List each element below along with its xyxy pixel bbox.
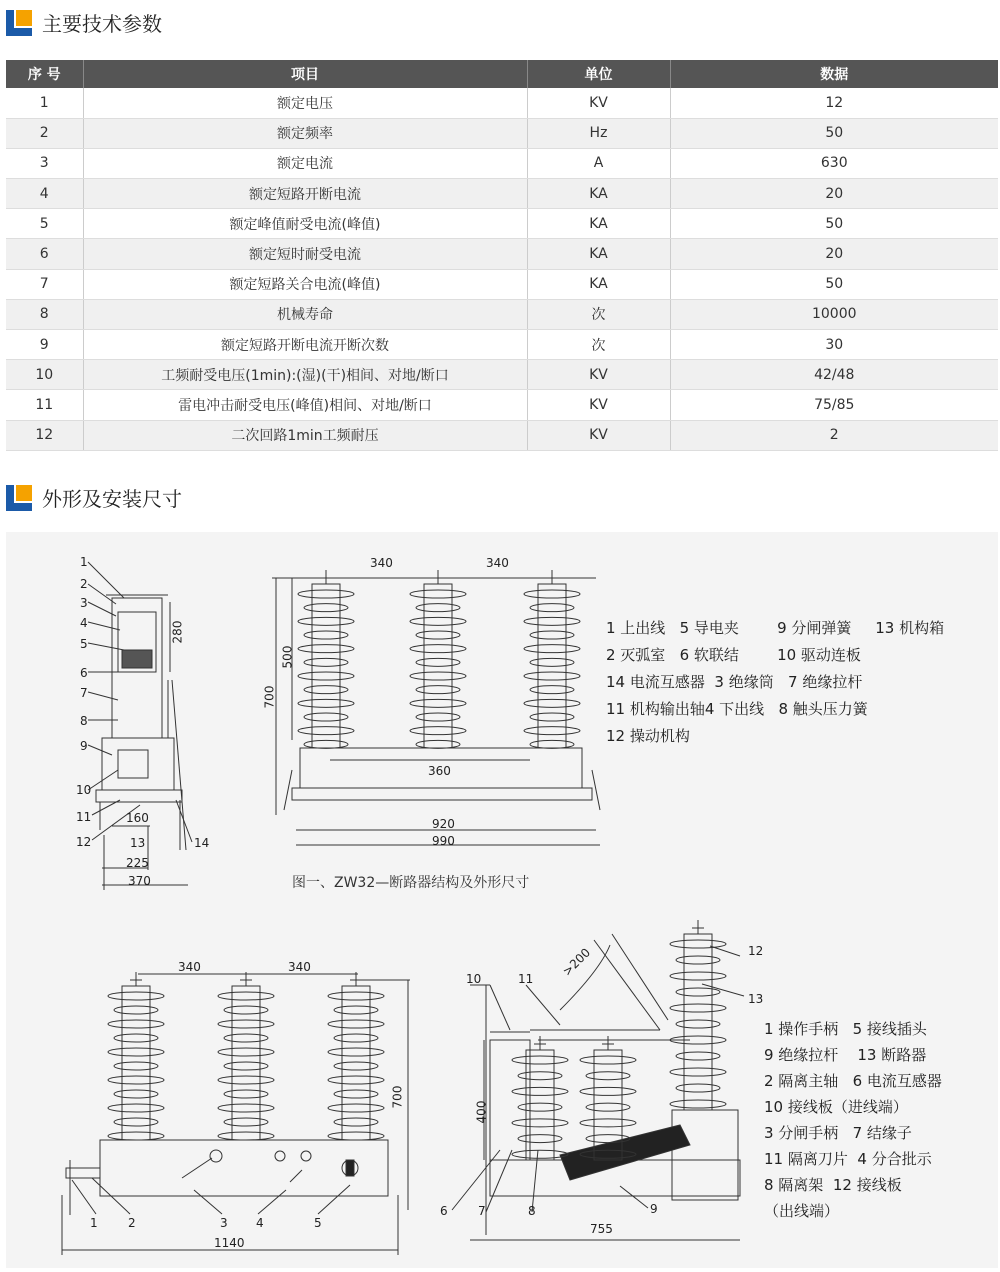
insulator-shed [218, 992, 274, 1000]
fig2-dim-340b: 340 [288, 960, 311, 974]
fig2-side-num: 10 [466, 972, 482, 986]
fig2-dim-700: 700 [390, 1085, 405, 1109]
cell-item: 额定短路开断电流开断次数 [83, 330, 527, 360]
cell-no: 2 [6, 118, 83, 148]
insulator-shed [670, 1068, 726, 1076]
fig1-side-num: 3 [80, 596, 88, 610]
cell-unit: KV [527, 88, 670, 118]
cell-unit: KV [527, 420, 670, 450]
fig2-dim-1140: 1140 [214, 1236, 245, 1250]
insulator-shed [114, 1006, 158, 1014]
fig1-num-14: 14 [194, 836, 210, 850]
col-header-no: 序 号 [6, 60, 83, 88]
cell-no: 9 [6, 330, 83, 360]
insulator-shed [224, 1006, 268, 1014]
insulator-shed [108, 1132, 164, 1140]
fig2-front-num: 3 [220, 1216, 228, 1230]
fig2-side-num: 12 [748, 944, 764, 958]
fig1-side-num: 12 [76, 835, 92, 849]
fig1-side-num: 7 [80, 686, 88, 700]
fig1-side-num: 8 [80, 714, 88, 728]
fig2-dim-400: 400 [474, 1100, 489, 1124]
insulator-shed [218, 1132, 274, 1140]
fig1-dim-225: 225 [126, 856, 149, 870]
section-title: 外形及安装尺寸 [42, 487, 182, 511]
cell-data: 12 [670, 88, 998, 118]
cell-item: 额定频率 [83, 118, 527, 148]
insulator-shed [512, 1119, 568, 1127]
insulator-shed [512, 1087, 568, 1095]
cell-no: 6 [6, 239, 83, 269]
insulator-shed [224, 1062, 268, 1070]
cell-no: 5 [6, 209, 83, 239]
cell-no: 1 [6, 88, 83, 118]
insulator-shed [108, 1020, 164, 1028]
insulator-shed [232, 986, 260, 1140]
fig2-front-num: 5 [314, 1216, 322, 1230]
cell-no: 11 [6, 390, 83, 420]
insulator-shed [224, 1118, 268, 1126]
insulator-shed [670, 972, 726, 980]
fig1-dim-360: 360 [428, 764, 451, 778]
cell-unit: KA [527, 239, 670, 269]
insulator-shed [114, 1090, 158, 1098]
section-title: 主要技术参数 [42, 12, 162, 36]
insulator-shed [114, 1062, 158, 1070]
cell-data: 30 [670, 330, 998, 360]
insulator-shed [218, 1020, 274, 1028]
insulator-shed [518, 1103, 562, 1111]
insulator-shed [676, 956, 720, 964]
insulator-shed [114, 1034, 158, 1042]
fig2-dim-340a: 340 [178, 960, 201, 974]
fig2-side-num: 6 [440, 1204, 448, 1218]
cell-unit: KA [527, 179, 670, 209]
cell-no: 3 [6, 148, 83, 178]
cell-item: 二次回路1min工频耐压 [83, 420, 527, 450]
cell-no: 12 [6, 420, 83, 450]
insulator-shed [218, 1104, 274, 1112]
cell-no: 10 [6, 360, 83, 390]
insulator-shed [108, 1104, 164, 1112]
insulator-shed [580, 1056, 636, 1064]
fig1-side-num: 5 [80, 637, 88, 651]
fig2-side-num: 7 [478, 1204, 486, 1218]
fig1-side-num: 2 [80, 577, 88, 591]
insulator-shed [328, 1132, 384, 1140]
insulator-shed [670, 940, 726, 948]
insulator-shed [670, 1004, 726, 1012]
fig2-side-num: 9 [650, 1202, 658, 1216]
cell-data: 42/48 [670, 360, 998, 390]
insulator-shed [218, 1048, 274, 1056]
insulator-shed [676, 1084, 720, 1092]
fig2-side-num: 11 [518, 972, 534, 986]
insulator-shed [114, 1118, 158, 1126]
fig2-side-num: 8 [528, 1204, 536, 1218]
cell-data: 20 [670, 179, 998, 209]
col-header-item: 项目 [83, 60, 527, 88]
fig1-dim-920: 920 [432, 817, 455, 831]
cell-item: 机械寿命 [83, 299, 527, 329]
fig1-side-num: 6 [80, 666, 88, 680]
fig1-dim-370: 370 [128, 874, 151, 888]
insulator-shed [218, 1076, 274, 1084]
insulator-shed [580, 1087, 636, 1095]
insulator-shed [334, 1118, 378, 1126]
insulator-shed [518, 1072, 562, 1080]
cell-unit: A [527, 148, 670, 178]
cell-item: 额定短路开断电流 [83, 179, 527, 209]
fig1-dim-280: 280 [170, 620, 185, 644]
cell-item: 工频耐受电压(1min):(湿)(干)相间、对地/断口 [83, 360, 527, 390]
insulator-shed [334, 1090, 378, 1098]
fig2-front-num: 1 [90, 1216, 98, 1230]
cell-item: 雷电冲击耐受电压(峰值)相间、对地/断口 [83, 390, 527, 420]
cell-data: 50 [670, 269, 998, 299]
fig1-dim-990: 990 [432, 834, 455, 848]
cell-item: 额定电压 [83, 88, 527, 118]
cell-item: 额定电流 [83, 148, 527, 178]
cell-unit: 次 [527, 330, 670, 360]
cell-data: 50 [670, 209, 998, 239]
insulator-shed [328, 1020, 384, 1028]
insulator-shed [586, 1135, 630, 1143]
insulator-shed [342, 986, 370, 1140]
cell-unit: KV [527, 390, 670, 420]
cell-item: 额定短路关合电流(峰值) [83, 269, 527, 299]
fig1-legend: 1 上出线 5 导电夹 9 分闸弹簧 13 机构箱 2 灭弧室 6 软联结 10 驱动连板 14 电流互感器 3 绝缘筒 7 绝缘拉杆 11 机构输出轴4 下出线 8 触头压力簧 12 操动机构 [606, 619, 945, 745]
insulator-shed [334, 1006, 378, 1014]
fig2-front-num: 4 [256, 1216, 264, 1230]
fig2-dim-angle: >200 [559, 945, 594, 979]
fig1-caption: 图一、ZW32—断路器结构及外形尺寸 [292, 875, 530, 891]
cell-item: 额定短时耐受电流 [83, 239, 527, 269]
fig2-legend: 1 操作手柄 5 接线插头 9 绝缘拉杆 13 断路器 2 隔离主轴 6 电流互感器 10 接线板（进线端） 3 分闸手柄 7 结缘子 11 隔离刀片 4 分合批示 8 隔离架 12 接线板 （出线端） [764, 1020, 942, 1220]
insulator-shed [328, 1104, 384, 1112]
fig2-side-num: 13 [748, 992, 764, 1006]
fig1-dim-160: 160 [126, 811, 149, 825]
cell-data: 630 [670, 148, 998, 178]
cell-unit: KA [527, 269, 670, 299]
fig1-dim-340b: 340 [486, 556, 509, 570]
fig2-dim-755: 755 [590, 1222, 613, 1236]
cell-data: 50 [670, 118, 998, 148]
insulator-shed [108, 1076, 164, 1084]
cell-no: 8 [6, 299, 83, 329]
insulator-shed [512, 1150, 568, 1158]
fig1-dim-500: 500 [280, 645, 295, 669]
insulator-shed [122, 986, 150, 1140]
insulator-shed [224, 1034, 268, 1042]
cell-no: 7 [6, 269, 83, 299]
cell-unit: KV [527, 360, 670, 390]
cell-data: 2 [670, 420, 998, 450]
fig1-side-num: 1 [80, 555, 88, 569]
col-header-data: 数据 [670, 60, 998, 88]
insulator-shed [676, 1020, 720, 1028]
insulator-shed [108, 992, 164, 1000]
fig1-dim-700: 700 [262, 685, 277, 709]
fig1-side-num: 11 [76, 810, 92, 824]
insulator-shed [334, 1034, 378, 1042]
insulator-shed [512, 1056, 568, 1064]
insulator-shed [224, 1090, 268, 1098]
insulator-shed [676, 988, 720, 996]
cell-unit: 次 [527, 299, 670, 329]
insulator-shed [586, 1072, 630, 1080]
insulator-shed [518, 1135, 562, 1143]
fig1-side-num: 4 [80, 616, 88, 630]
insulator-shed [108, 1048, 164, 1056]
insulator-shed [586, 1103, 630, 1111]
col-header-unit: 单位 [527, 60, 670, 88]
insulator-shed [328, 1048, 384, 1056]
fig1-side-num: 9 [80, 739, 88, 753]
fig1-dim-13: 13 [130, 836, 146, 850]
fig1-side-num: 10 [76, 783, 92, 797]
insulator-shed [328, 992, 384, 1000]
insulator-shed [328, 1076, 384, 1084]
insulator-shed [676, 1052, 720, 1060]
cell-unit: Hz [527, 118, 670, 148]
cell-item: 额定峰值耐受电流(峰值) [83, 209, 527, 239]
cell-unit: KA [527, 209, 670, 239]
fig2-front-num: 2 [128, 1216, 136, 1230]
cell-data: 20 [670, 239, 998, 269]
insulator-shed [670, 1100, 726, 1108]
insulator-shed [334, 1062, 378, 1070]
cell-data: 75/85 [670, 390, 998, 420]
insulator-shed [580, 1119, 636, 1127]
cell-no: 4 [6, 179, 83, 209]
fig1-dim-340a: 340 [370, 556, 393, 570]
cell-data: 10000 [670, 299, 998, 329]
